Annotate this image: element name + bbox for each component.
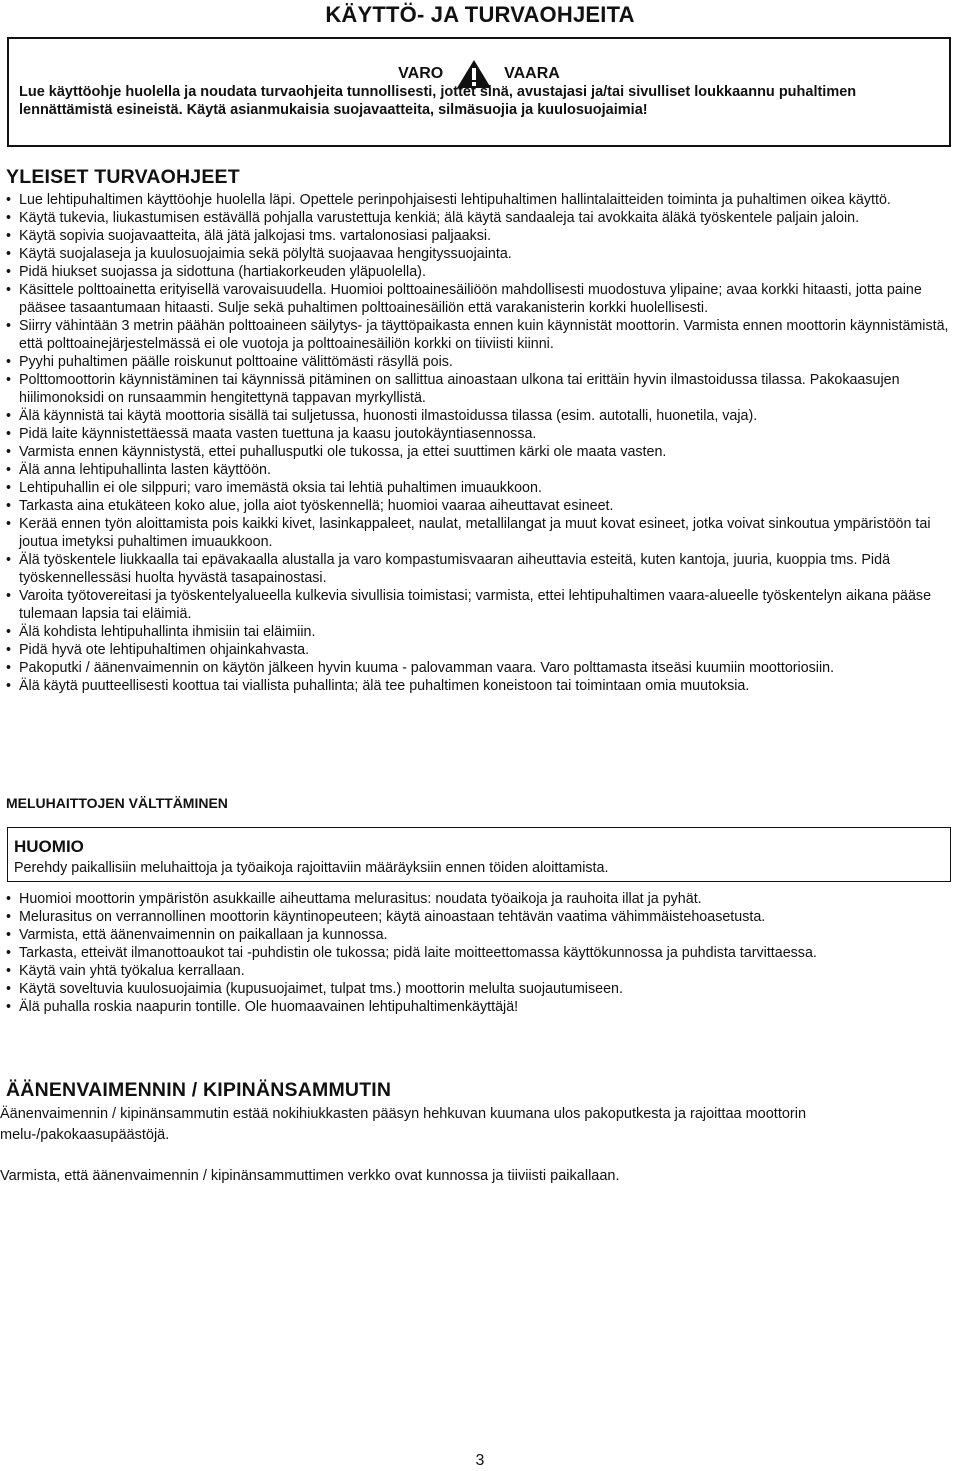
list-item: • Varoita työtovereitasi ja työskentelyalueella kulkevia sivullisia toimistasi; varmista, ettei lehtipuhaltimen vaara-alueelle työskentelyn aikana pääse tulemaan lapsia tai eläimiä. xyxy=(6,587,958,623)
muffler-paragraph-1: Äänenvaimennin / kipinänsammutin estää nokihiukkasten pääsyn hehkuvan kuumana ulos pakoputkesta ja rajoittaa moottorin melu-/pakokaasupäästöjä. xyxy=(0,1106,807,1143)
list-item: • Käsittele polttoainetta erityisellä varovaisuudella. Huomioi polttoainesäiliöön mahdollisesti muodostuva ylipaine; avaa korkki hitaasti, jotta paine pääsee tasaantumaan hitaasti. Sulje sekä puhaltimen polttoainesäiliön että varakanisterin korkki huolellisesti. xyxy=(6,281,958,317)
list-item: • Varmista ennen käynnistystä, ettei puhallusputki ole tukossa, ja ettei suuttimen kärki ole maata vasten. xyxy=(6,443,958,461)
list-item: • Käytä tukevia, liukastumisen estävällä pohjalla varustettuja kenkiä; älä käytä sandaaleja tai avokkaita äläkä työskentele paljain jaloin. xyxy=(6,209,958,227)
list-item: • Melurasitus on verrannollinen moottorin käyntinopeuteen; käytä ainoastaan tehtävän vaatima vähimmäistehoasetusta. xyxy=(6,908,958,926)
noise-heading: MELUHAITTOJEN VÄLTTÄMINEN xyxy=(6,795,228,811)
page-number: 3 xyxy=(475,1452,485,1469)
list-item: • Varmista, että äänenvaimennin on paikallaan ja kunnossa. xyxy=(6,926,958,944)
list-item: • Pyyhi puhaltimen päälle roiskunut polttoaine välittömästi räsyllä pois. xyxy=(6,353,958,371)
muffler-heading: ÄÄNENVAIMENNIN / KIPINÄNSAMMUTIN xyxy=(6,1079,392,1101)
list-item: • Tarkasta, etteivät ilmanottoaukot tai -puhdistin ole tukossa; pidä laite moitteettomassa käyttökunnossa ja puhdista tarvittaessa. xyxy=(6,944,958,962)
list-item: • Kerää ennen työn aloittamista pois kaikki kivet, lasinkappaleet, naulat, metallilangat ja muut kovat esineet, jotka voivat sinkoutua ympäristöön tai joutua imetyksi puhaltimen imuaukkoon. xyxy=(6,515,958,551)
notice-title: HUOMIO xyxy=(14,837,84,856)
list-item: • Älä käynnistä tai käytä moottoria sisällä tai suljetussa, huonosti ilmastoidussa tilassa (esim. autotalli, huonetila, vaja). xyxy=(6,407,958,425)
list-item: • Lue lehtipuhaltimen käyttöohje huolella läpi. Opettele perinpohjaisesti lehtipuhaltimen hallintalaitteiden toiminta ja puhaltimen oikea käyttö. xyxy=(6,191,958,209)
noise-list xyxy=(6,890,958,1016)
muffler-paragraph-2: Varmista, että äänenvaimennin / kipinänsammuttimen verkko ovat kunnossa ja tiiviisti paikallaan. xyxy=(0,1168,620,1184)
list-item: • Polttomoottorin käynnistäminen tai käynnissä pitäminen on sallittua ainoastaan ulkona tai erittäin hyvin ilmastoidussa tilassa. Pakokaasujen hiilimonoksidi on runsaammin hengitettynä tappavan myrkyllistä. xyxy=(6,371,958,407)
page-title: KÄYTTÖ- JA TURVAOHJEITA xyxy=(325,2,635,27)
notice-text: Perehdy paikallisiin meluhaittoja ja työaikoja rajoittaviin määräyksiin ennen töiden aloittamista. xyxy=(14,860,609,876)
list-item: • Älä puhalla roskia naapurin tontille. Ole huomaavainen lehtipuhaltimenkäyttäjä! xyxy=(6,998,958,1016)
warning-right-word: VAARA xyxy=(504,65,560,82)
list-item: • Siirry vähintään 3 metrin päähän polttoaineen säilytys- ja täyttöpaikasta ennen kuin käynnistät moottorin. Varmista ennen moottorin käynnistämistä, että polttoainejärjestelmässä ei ole vuotoja ja polttoainesäiliön korkki on tiiviisti kiinni. xyxy=(6,317,958,353)
list-item: • Käytä soveltuvia kuulosuojaimia (kupusuojaimet, tulpat tms.) moottorin melulta suojautumiseen. xyxy=(6,980,958,998)
list-item: • Lehtipuhallin ei ole silppuri; varo imemästä oksia tai lehtiä puhaltimen imuaukkoon. xyxy=(6,479,958,497)
list-item: • Huomioi moottorin ympäristön asukkaille aiheuttama melurasitus: noudata työaikoja ja rauhoita illat ja pyhät. xyxy=(6,890,958,908)
list-item: • Pidä hyvä ote lehtipuhaltimen ohjainkahvasta. xyxy=(6,641,958,659)
list-item: • Käytä vain yhtä työkalua kerrallaan. xyxy=(6,962,958,980)
warning-left-word: VARO xyxy=(398,65,444,82)
list-item: • Tarkasta aina etukäteen koko alue, jolla aiot työskennellä; huomioi vaaraa aiheuttavat esineet. xyxy=(6,497,958,515)
list-item: • Älä työskentele liukkaalla tai epävakaalla alustalla ja varo kompastumisvaaran aiheuttavia esteitä, kuten kantoja, juuria, kuoppia tms. Pidä työskennellessäsi huolta hyvästä tasapainostasi. xyxy=(6,551,958,587)
list-item: • Älä kohdista lehtipuhallinta ihmisiin tai eläimiin. xyxy=(6,623,958,641)
list-item: • Käytä sopivia suojavaatteita, älä jätä jalkojasi tms. vartalonosiasi paljaaksi. xyxy=(6,227,958,245)
notice-box xyxy=(7,827,951,882)
warning-box xyxy=(7,37,951,147)
list-item: • Älä anna lehtipuhallinta lasten käyttöön. xyxy=(6,461,958,479)
list-item: • Pakoputki / äänenvaimennin on käytön jälkeen hyvin kuuma - palovamman vaara. Varo polttamasta itseäsi kuumiin moottoriosiin. xyxy=(6,659,958,677)
general-safety-heading: YLEISET TURVAOHJEET xyxy=(6,166,240,188)
general-safety-list xyxy=(6,191,958,695)
list-item: • Pidä hiukset suojassa ja sidottuna (hartiakorkeuden yläpuolella). xyxy=(6,263,958,281)
list-item: • Pidä laite käynnistettäessä maata vasten tuettuna ja kaasu joutokäyntiasennossa. xyxy=(6,425,958,443)
warning-text: Lue käyttöohje huolella ja noudata turvaohjeita tunnollisesti, jottet sinä, avustajasi ja/tai sivulliset loukkaannu puhaltimen lennättämistä esineistä. Käytä asianmukaisia suojavaatteita, silmäsuojia ja kuulosuojaimia! xyxy=(19,84,857,118)
list-item: • Älä käytä puutteellisesti koottua tai viallista puhallinta; älä tee puhaltimen koneistoon tai toimintaan omia muutoksia. xyxy=(6,677,958,695)
list-item: • Käytä suojalaseja ja kuulosuojaimia sekä pölyltä suojaavaa hengityssuojainta. xyxy=(6,245,958,263)
